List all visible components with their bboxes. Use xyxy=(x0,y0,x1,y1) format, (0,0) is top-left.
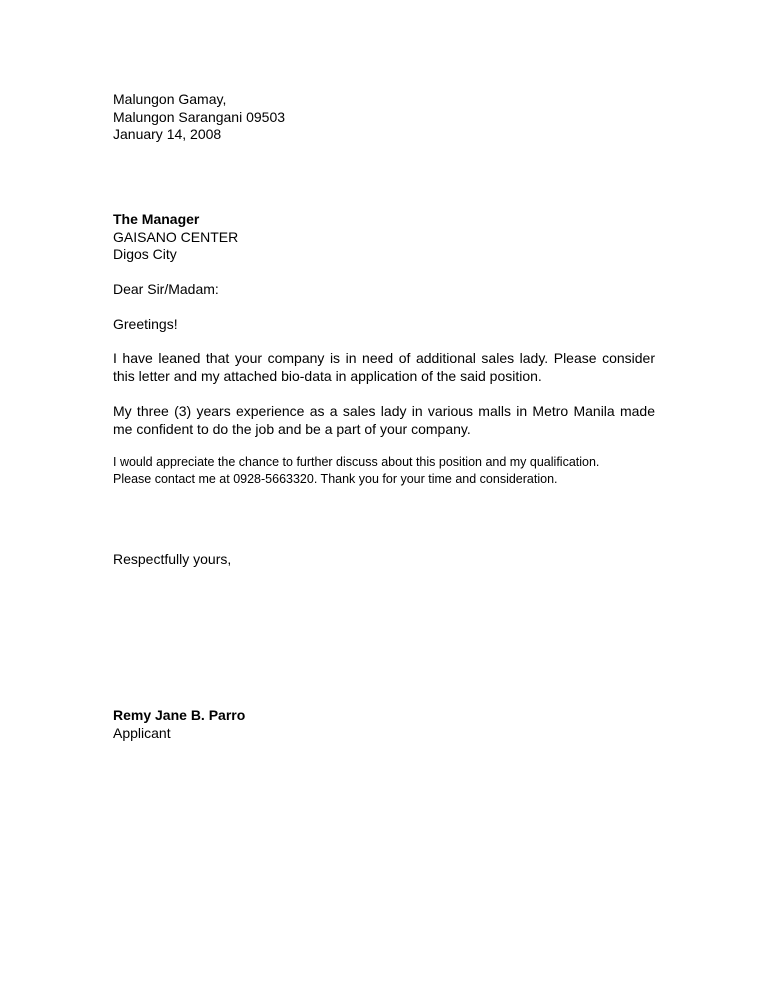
recipient-company: GAISANO CENTER xyxy=(113,228,239,245)
signature-role: Applicant xyxy=(113,724,171,741)
closing: Respectfully yours, xyxy=(113,551,232,567)
letter-date: January 14, 2008 xyxy=(113,126,222,142)
body-paragraph-3 xyxy=(113,454,655,487)
signature-block xyxy=(113,707,655,742)
greeting: Greetings! xyxy=(113,316,178,332)
sender-address-line2: Malungon Sarangani 09503 xyxy=(113,108,286,125)
body-paragraph-3-line1: I would appreciate the chance to further discuss about this position and my qualification. xyxy=(113,455,600,469)
recipient-title: The Manager xyxy=(113,211,200,227)
body-paragraph-2: My three (3) years experience as a sales lady in various malls in Metro Manila made me confident to do the job and be a part of your company. xyxy=(113,403,655,437)
recipient-address xyxy=(113,211,655,264)
sender-address-line1: Malungon Gamay, xyxy=(113,91,227,107)
body-paragraph-1: I have leaned that your company is in need of additional sales lady. Please consider this letter and my attached bio-data in application of the said position. xyxy=(113,350,655,384)
recipient-city: Digos City xyxy=(113,246,177,262)
sender-address xyxy=(113,91,655,144)
body-paragraph-3-line2: Please contact me at 0928-5663320. Thank you for your time and consideration. xyxy=(113,471,558,486)
salutation: Dear Sir/Madam: xyxy=(113,281,219,297)
signature-name: Remy Jane B. Parro xyxy=(113,707,246,723)
